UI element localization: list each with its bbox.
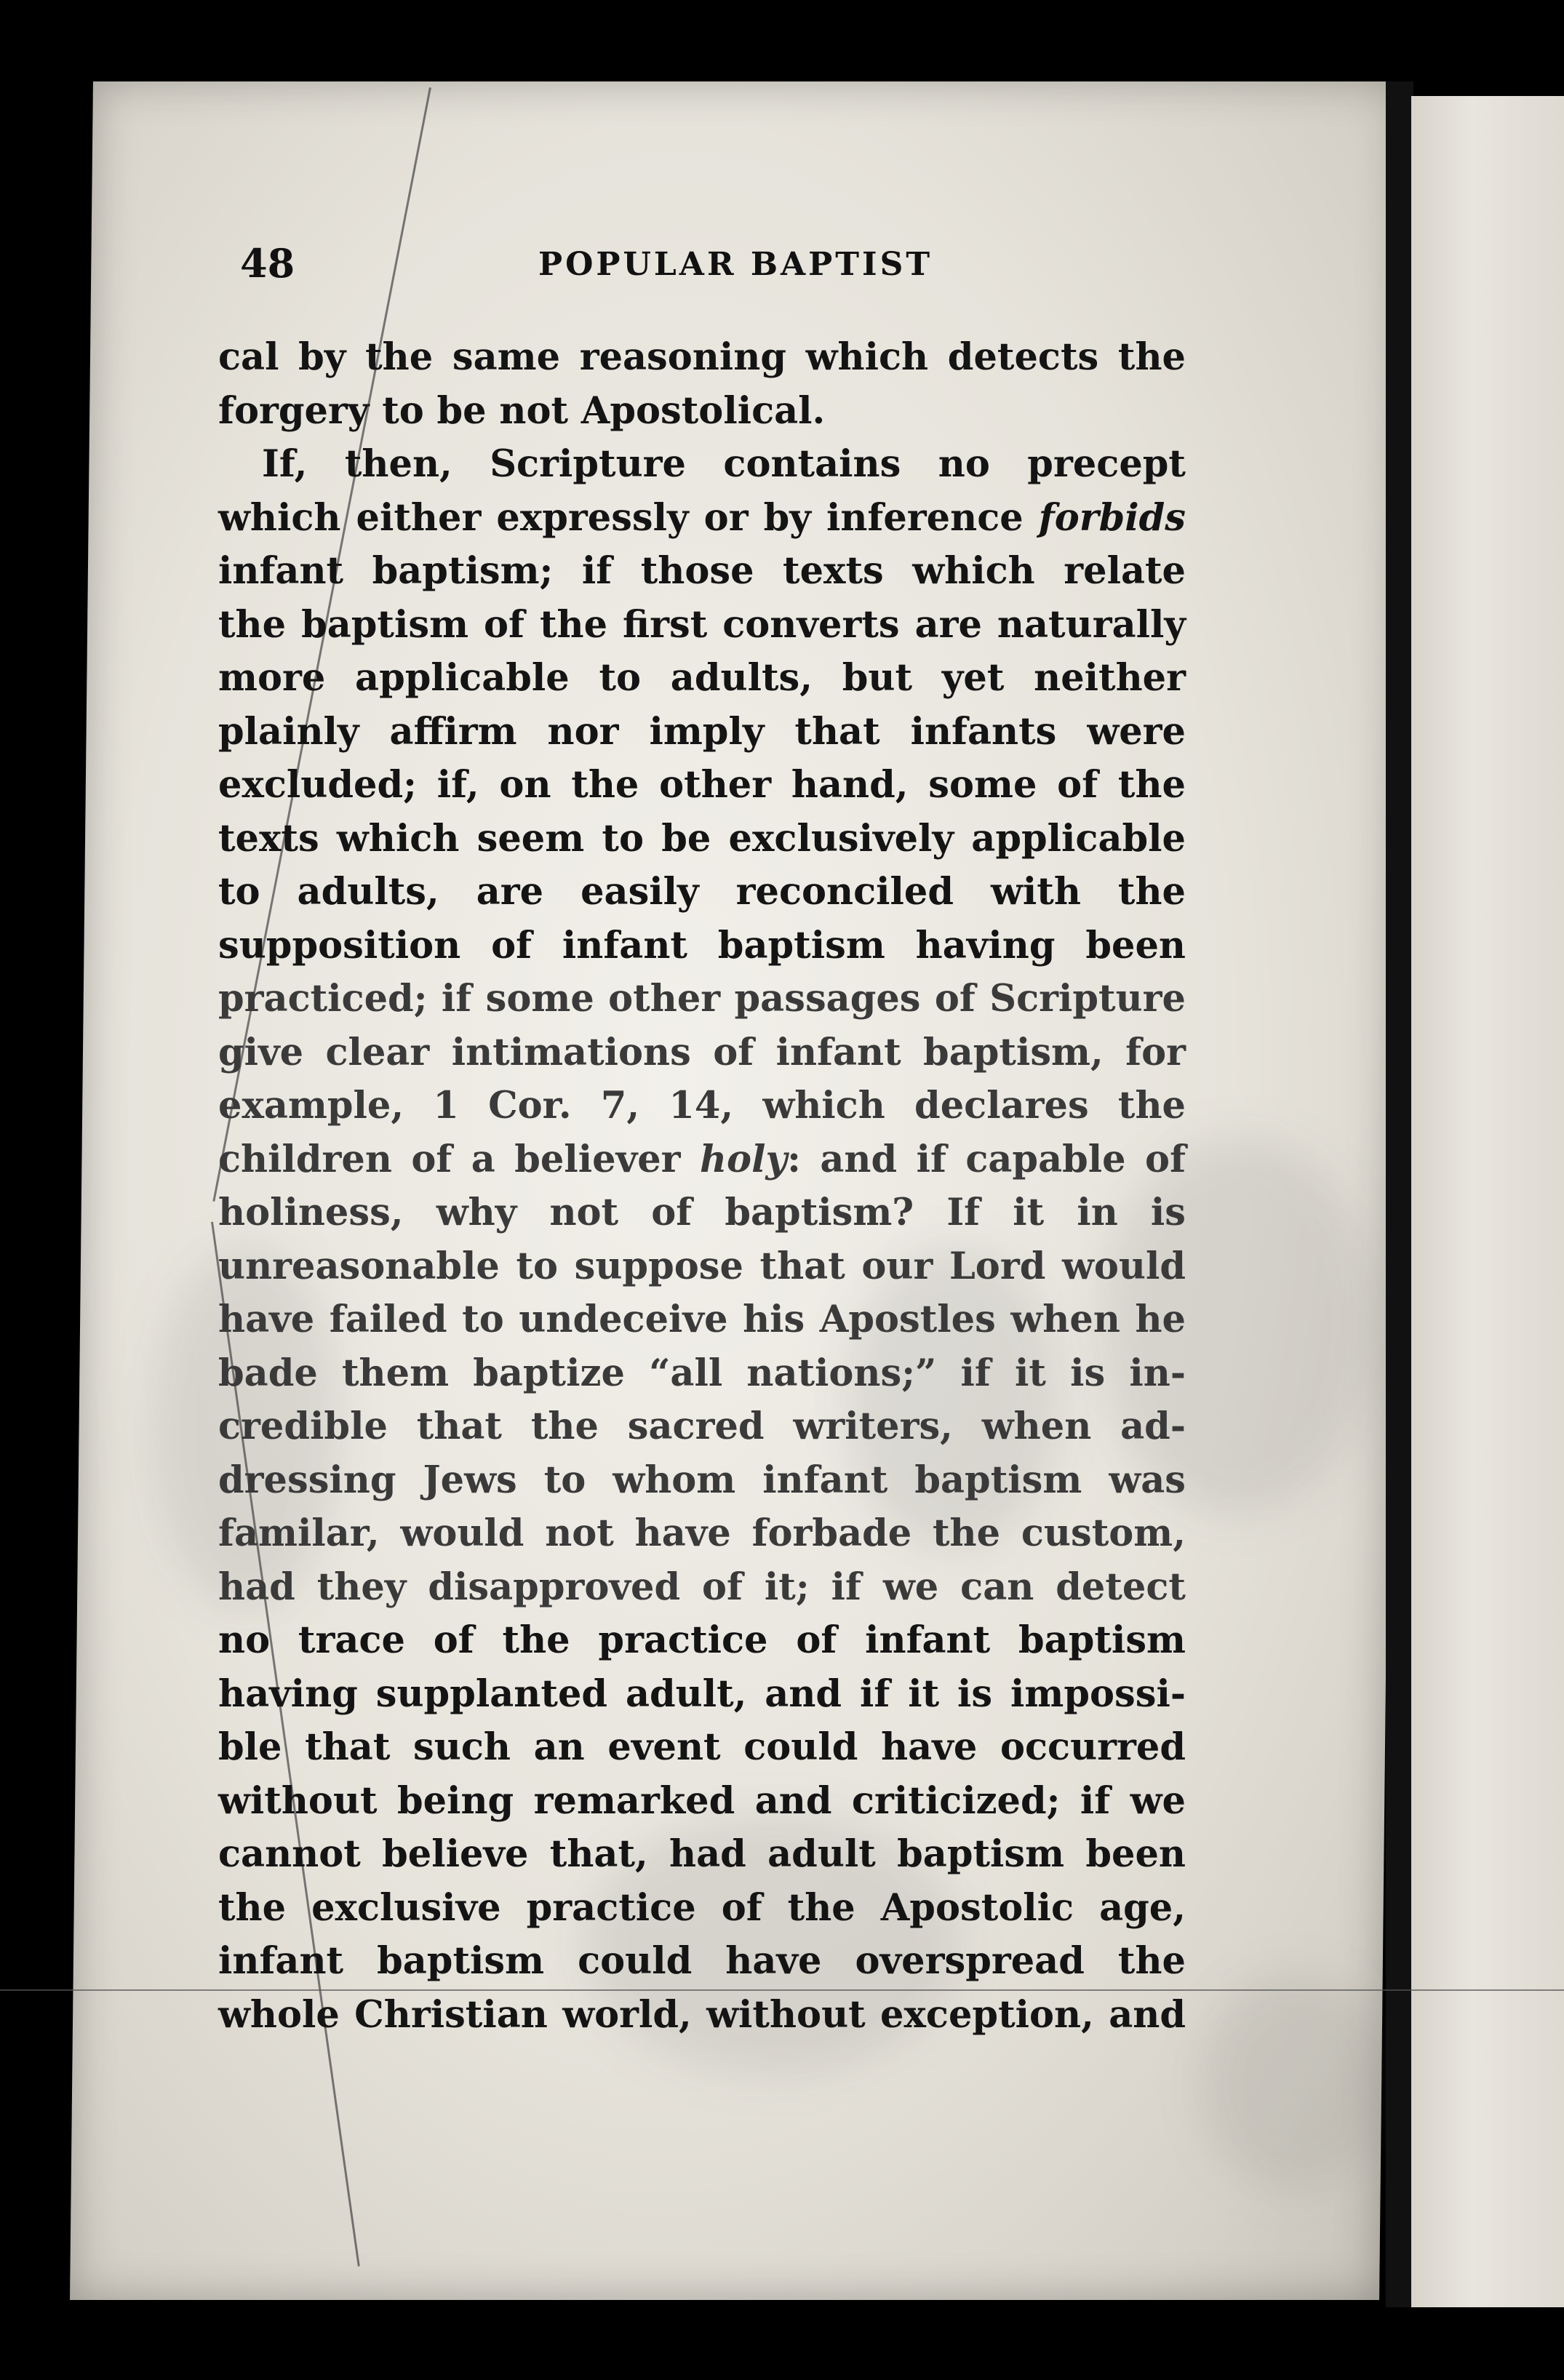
text-line: bade them baptize “all nations;” if it is in- — [218, 1351, 1186, 1395]
page-number: 48 — [240, 240, 295, 287]
text-span: : and if capable of — [787, 1137, 1186, 1181]
facing-page-edge — [1411, 96, 1564, 2307]
page-header — [240, 240, 1208, 298]
text-line: supposition of infant baptism having been — [218, 923, 1186, 967]
text-line: more applicable to adults, but yet neither — [218, 656, 1186, 700]
text-line: have failed to undeceive his Apostles when he — [218, 1298, 1186, 1341]
text-line: to adults, are easily reconciled with the — [218, 870, 1186, 914]
italic-word: forbids — [1038, 495, 1186, 540]
text-line: cannot believe that, had adult baptism been — [218, 1832, 1186, 1876]
text-line: whole Christian world, without exception, and — [218, 1992, 1186, 2037]
text-line: cal by the same reasoning which detects the — [218, 335, 1186, 379]
text-line: unreasonable to suppose that our Lord would — [218, 1244, 1186, 1288]
text-line: practiced; if some other passages of Scripture — [218, 977, 1186, 1021]
text-line: had they disapproved of it; if we can detect — [218, 1565, 1186, 1609]
text-line: example, 1 Cor. 7, 14, which declares the — [218, 1084, 1186, 1127]
text-line: If, then, Scripture contains no precept — [262, 442, 1186, 486]
text-line: give clear intimations of infant baptism, for — [218, 1030, 1186, 1074]
body-text — [218, 331, 1186, 2042]
text-line: familar, would not have forbade the custom, — [218, 1512, 1186, 1555]
text-line: the baptism of the first converts are naturally — [218, 602, 1186, 647]
running-head: POPULAR BAPTIST — [538, 246, 933, 283]
text-span: children of a believer — [218, 1137, 700, 1181]
text-line — [218, 1133, 1186, 1187]
text-line: without being remarked and criticized; if we — [218, 1778, 1186, 1823]
text-line: dressing Jews to whom infant baptism was — [218, 1458, 1186, 1502]
text-line: infant baptism could have overspread the — [218, 1939, 1186, 1983]
text-line: holiness, why not of baptism? If it in is — [218, 1191, 1186, 1234]
text-line: credible that the sacred writers, when ad- — [218, 1405, 1186, 1448]
text-line: forgery to be not Apostolical. — [218, 388, 826, 433]
text-line: ble that such an event could have occurred — [218, 1725, 1186, 1769]
text-line: excluded; if, on the other hand, some of the — [218, 763, 1186, 807]
text-span: which either expressly or by inference — [218, 495, 1039, 540]
text-line: no trace of the practice of infant baptism — [218, 1618, 1186, 1662]
italic-word: holy — [699, 1137, 788, 1181]
text-line: having supplanted adult, and if it is impossi- — [218, 1672, 1186, 1716]
text-line — [218, 492, 1186, 546]
text-line: plainly affirm nor imply that infants were — [218, 709, 1186, 754]
book-gutter — [1386, 81, 1413, 2307]
text-line: infant baptism; if those texts which relate — [218, 549, 1186, 593]
text-line: the exclusive practice of the Apostolic age, — [218, 1885, 1186, 1930]
text-line: texts which seem to be exclusively applicable — [218, 816, 1186, 860]
